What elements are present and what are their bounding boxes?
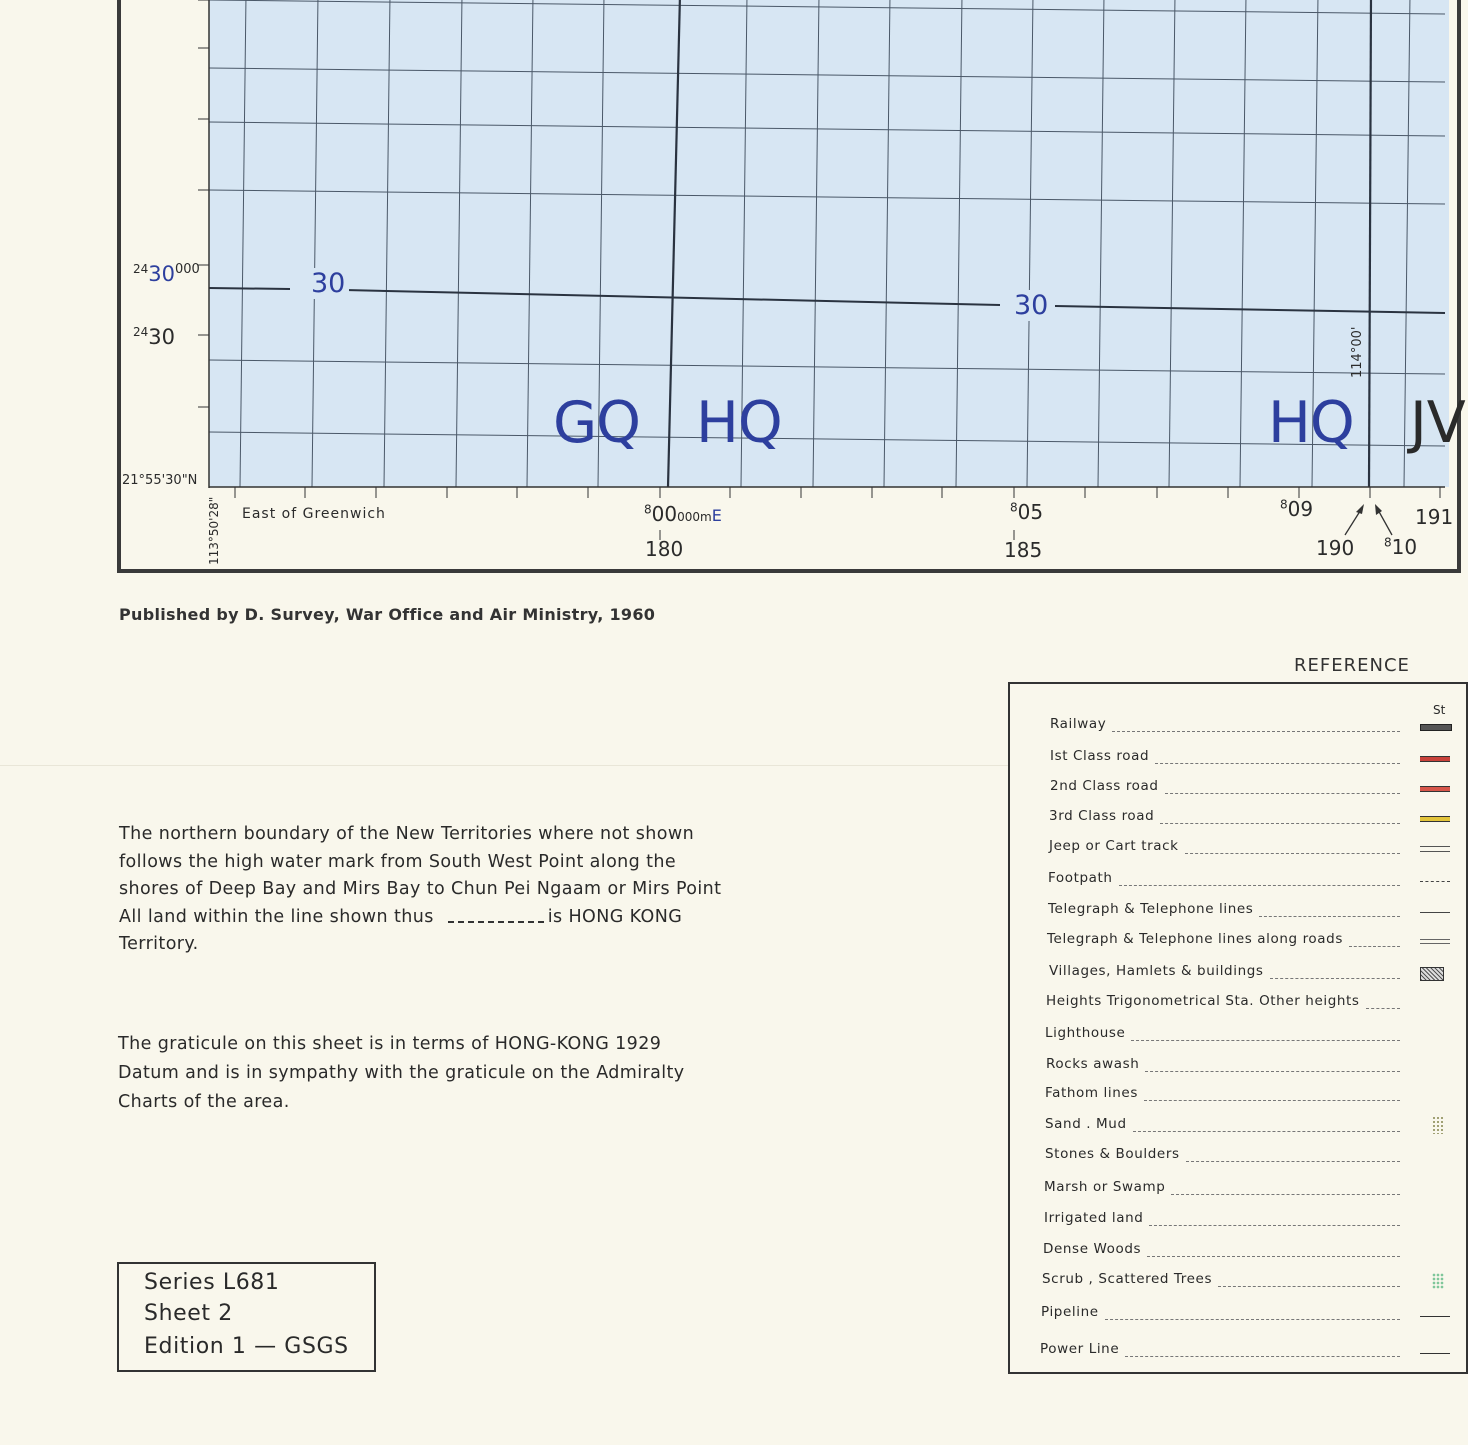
- leader-line: [1105, 1319, 1400, 1320]
- grid-square-label: HQ: [696, 390, 782, 456]
- reference-item-label: Telegraph & Telephone lines along roads: [1047, 931, 1343, 947]
- leader-line: [1147, 1256, 1400, 1257]
- longitude-label-right: 114°00': [1350, 326, 1365, 378]
- reference-item: [1044, 1179, 1165, 1195]
- label-sup: 24: [133, 262, 149, 276]
- reference-item: [1046, 993, 1360, 1009]
- reference-item: [1050, 716, 1106, 732]
- easting-label-top: [1280, 497, 1313, 521]
- northing-label: 30: [1010, 290, 1052, 321]
- graticule-note: [118, 1030, 684, 1117]
- label-main: 05: [1017, 500, 1044, 524]
- power-symbol: [1420, 1353, 1450, 1354]
- series-label: Series L681: [144, 1270, 280, 1295]
- note-fragment: is HONG KONG: [547, 906, 683, 927]
- reference-item: [1048, 901, 1253, 917]
- leader-line: [1112, 731, 1400, 732]
- leader-line: [1125, 1356, 1400, 1357]
- grid-square-label: HQ: [1268, 390, 1354, 456]
- reference-item-label: 3rd Class road: [1049, 808, 1155, 824]
- arrow-190: [1345, 504, 1364, 535]
- leader-line: [1171, 1194, 1400, 1195]
- east-of-greenwich-label: East of Greenwich: [242, 506, 386, 522]
- reference-item-label: Sand . Mud: [1045, 1116, 1127, 1132]
- note-line: follows the high water mark from South West Point along the: [119, 851, 677, 872]
- reference-item: [1045, 1146, 1180, 1162]
- reference-item-label: Dense Woods: [1043, 1241, 1142, 1257]
- reference-item: [1050, 748, 1149, 764]
- road2-symbol: [1420, 786, 1450, 792]
- label-sub: 000: [175, 262, 200, 277]
- boundary-line-symbol: [448, 911, 544, 923]
- reference-item-label: Scrub , Scattered Trees: [1042, 1271, 1213, 1287]
- reference-item: [1049, 808, 1154, 824]
- left-margin-label: [133, 325, 175, 349]
- reference-item-label: Villages, Hamlets & buildings: [1049, 963, 1264, 979]
- easting-label-top: [1010, 500, 1043, 524]
- label-main: 10: [1391, 535, 1418, 559]
- edition-label: Edition 1 — GSGS: [144, 1334, 349, 1359]
- reference-item-label: Lighthouse: [1045, 1025, 1126, 1041]
- note-fragment: All land within the line shown thus: [119, 906, 434, 927]
- road3-symbol: [1420, 816, 1450, 822]
- reference-item-label: Pipeline: [1041, 1304, 1099, 1320]
- reference-item-label: Stones & Boulders: [1045, 1146, 1180, 1162]
- left-margin-label: [133, 262, 200, 286]
- easting-label-bottom: 180: [645, 537, 684, 561]
- footpath-symbol: [1420, 881, 1450, 882]
- reference-item-label: Footpath: [1048, 870, 1113, 886]
- grid-northing-30: [209, 288, 290, 289]
- village-symbol: [1420, 967, 1444, 981]
- note-line: Datum and is in sympathy with the graticule on the Admiralty: [118, 1063, 685, 1083]
- reference-item: [1048, 870, 1113, 886]
- easting-label-top: [644, 502, 722, 526]
- reference-item: [1045, 1085, 1138, 1101]
- telegraph-symbol: [1420, 912, 1450, 913]
- boundary-note: [119, 821, 721, 959]
- reference-item-label: Telegraph & Telephone lines: [1048, 901, 1254, 917]
- reference-item: [1047, 931, 1343, 947]
- sea-area: [209, 0, 1449, 487]
- sheet-label: Sheet 2: [144, 1301, 233, 1326]
- note-line: The northern boundary of the New Territories where not shown: [119, 824, 695, 844]
- arrow-810: [1375, 504, 1392, 535]
- sand-symbol: [1432, 1116, 1444, 1134]
- easting-label-bottom: 190: [1316, 536, 1355, 560]
- reference-item: [1050, 778, 1159, 794]
- reference-item-label: Fathom lines: [1045, 1085, 1138, 1101]
- grid-square-label: JV: [1410, 390, 1466, 456]
- note-line: [119, 904, 721, 932]
- leader-line: [1144, 1100, 1400, 1101]
- label-main: 30: [148, 262, 176, 286]
- reference-item-label: Jeep or Cart track: [1049, 838, 1179, 854]
- northing-label: 30: [307, 268, 349, 299]
- reference-item-label: Railway: [1050, 716, 1107, 732]
- label-main: 00: [651, 502, 678, 526]
- leader-line: [1349, 946, 1400, 947]
- leader-line: [1131, 1040, 1400, 1041]
- leader-line: [1145, 1071, 1400, 1072]
- leader-line: [1186, 1161, 1400, 1162]
- note-line: The graticule on this sheet is in terms of HONG-KONG 1929: [118, 1034, 662, 1054]
- label-sup: 24: [133, 325, 149, 339]
- reference-item-label: Ist Class road: [1050, 748, 1150, 764]
- reference-item-label: Irrigated land: [1044, 1210, 1144, 1226]
- reference-item-label: Power Line: [1040, 1341, 1120, 1357]
- reference-item: [1043, 1241, 1141, 1257]
- leader-line: [1133, 1131, 1400, 1132]
- reference-column-header: St: [1433, 703, 1446, 717]
- publisher-note: Published by D. Survey, War Office and Air Ministry, 1960: [119, 605, 656, 624]
- label-main: 09: [1287, 497, 1314, 521]
- leader-line: [1119, 885, 1400, 886]
- leader-line: [1366, 1008, 1400, 1009]
- reference-item: [1044, 1210, 1143, 1226]
- label-sub: 000m: [677, 510, 712, 524]
- reference-item: [1041, 1304, 1099, 1320]
- reference-item-label: Heights Trigonometrical Sta. Other heights: [1046, 993, 1360, 1009]
- label-suffix: E: [711, 506, 722, 525]
- section-divider: [0, 765, 1010, 766]
- leader-line: [1185, 853, 1400, 854]
- reference-item: [1042, 1271, 1212, 1287]
- easting-label-top: [1384, 535, 1417, 559]
- easting-label-bottom: 185: [1004, 538, 1043, 562]
- longitude-label-left: 113°50'28": [207, 496, 221, 565]
- label-main: 30: [148, 325, 176, 349]
- label-sup: 8: [644, 502, 652, 517]
- reference-item: [1045, 1116, 1127, 1132]
- label-sup: 8: [1010, 500, 1018, 515]
- pipeline-symbol: [1420, 1316, 1450, 1317]
- leader-line: [1149, 1225, 1400, 1226]
- easting-label-top: 191: [1415, 505, 1454, 529]
- note-line: Charts of the area.: [118, 1092, 290, 1112]
- reference-item: [1046, 1056, 1139, 1072]
- leader-line: [1270, 978, 1400, 979]
- reference-item: [1049, 838, 1179, 854]
- leader-line: [1165, 793, 1400, 794]
- latitude-label: 21°55'30"N: [122, 473, 198, 488]
- reference-title: REFERENCE: [1294, 655, 1410, 676]
- reference-item: [1049, 963, 1264, 979]
- label-sup: 8: [1384, 535, 1392, 550]
- label-sup: 8: [1280, 497, 1288, 512]
- scrub-symbol: [1432, 1273, 1444, 1289]
- reference-item-label: Rocks awash: [1046, 1056, 1140, 1072]
- reference-item: [1040, 1341, 1119, 1357]
- leader-line: [1259, 916, 1400, 917]
- reference-item: [1045, 1025, 1125, 1041]
- road1-symbol: [1420, 756, 1450, 762]
- reference-item-label: Marsh or Swamp: [1044, 1179, 1166, 1195]
- note-line: shores of Deep Bay and Mirs Bay to Chun Pei Ngaam or Mirs Point: [119, 879, 722, 899]
- leader-line: [1155, 763, 1400, 764]
- railway-symbol: [1420, 724, 1452, 731]
- note-line: Territory.: [119, 934, 199, 954]
- leader-line: [1218, 1286, 1400, 1287]
- telegraph-road-symbol: [1420, 939, 1450, 944]
- track-symbol: [1420, 846, 1450, 852]
- leader-line: [1160, 823, 1400, 824]
- grid-square-label: GQ: [553, 390, 641, 456]
- reference-item-label: 2nd Class road: [1050, 778, 1159, 794]
